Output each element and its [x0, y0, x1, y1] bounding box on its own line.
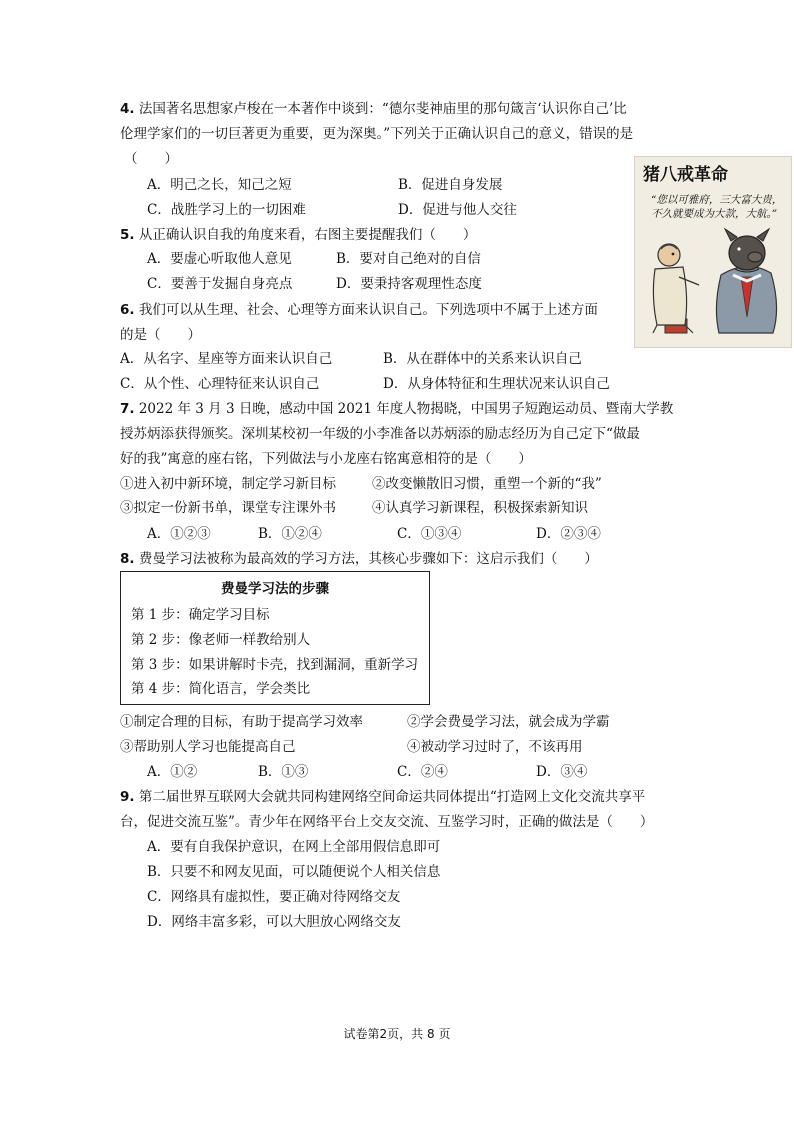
q4-option-a[interactable]: A．明己之长，知己之短: [147, 177, 292, 193]
q4-stem-line1: 4. 法国著名思想家卢梭在一本著作中谈到：“德尔斐神庙里的那句箴言‘认识你自己’比: [120, 101, 627, 117]
q6-stem-line2: 的是（ ）: [120, 327, 201, 343]
q7-item-1: ①进入初中新环境，制定学习新目标: [120, 476, 336, 492]
cartoon-title: 猪八戒革命: [643, 165, 728, 185]
feynman-step-3: 第 3 步：如果讲解时卡壳，找到漏洞，重新学习: [131, 657, 419, 673]
q7-option-a[interactable]: A．①②③: [147, 526, 211, 542]
q9-stem-line2: 台，促进交流互鉴”。青少年在网络平台上交友交流、互鉴学习时，正确的做法是（ ）: [120, 814, 654, 830]
q8-item-4: ④被动学习过时了，不该再用: [407, 739, 583, 755]
q4-option-c[interactable]: C．战胜学习上的一切困难: [147, 202, 306, 218]
feynman-step-4: 第 4 步：简化语言，学会类比: [131, 681, 311, 697]
q7-item-3: ③拟定一份新书单，课堂专注课外书: [120, 500, 336, 516]
q8-option-d[interactable]: D．③④: [536, 764, 588, 780]
q6-option-c[interactable]: C．从个性、心理特征来认识自己: [120, 376, 320, 392]
q6-number: 6.: [120, 302, 135, 318]
q7-option-d[interactable]: D．②③④: [536, 526, 601, 542]
cartoon-drawing: [635, 157, 792, 348]
page-footer: 试卷第2页，共 8 页: [343, 1027, 451, 1041]
q9-option-b[interactable]: B．只要不和网友见面，可以随便说个人相关信息: [147, 864, 441, 880]
q8-item-3: ③帮助别人学习也能提高自己: [120, 739, 296, 755]
feynman-steps-title: 费曼学习法的步骤: [221, 581, 329, 597]
q8-item-1: ①制定合理的目标，有助于提高学习效率: [120, 714, 363, 730]
q5-option-c[interactable]: C．要善于发掘自身亮点: [147, 276, 293, 292]
q5-number: 5.: [120, 227, 135, 243]
q5-option-b[interactable]: B．要对自己绝对的自信: [336, 251, 481, 267]
q6-stem-line1: 6. 我们可以从生理、社会、心理等方面来认识自己。下列选项中不属于上述方面: [120, 302, 598, 318]
q8-option-a[interactable]: A．①②: [147, 764, 198, 780]
q8-number: 8.: [120, 551, 135, 567]
q4-answer-blank: （ ）: [124, 151, 178, 167]
q8-stem: 8. 费曼学习法被称为最高效的学习方法，其核心步骤如下：这启示我们（ ）: [120, 551, 598, 567]
q5-option-a[interactable]: A．要虚心听取他人意见: [147, 251, 292, 267]
feynman-steps-box: [120, 571, 430, 705]
cartoon-caption: “您以可雅府，三大富大贵，不久就要成为大款，大航。”: [651, 194, 783, 220]
q7-option-c[interactable]: C．①③④: [397, 526, 462, 542]
q7-stem-line3: 好的我”寓意的座右铭，下列做法与小龙座右铭寓意相符的是（ ）: [120, 451, 532, 467]
q5-option-d[interactable]: D．要秉持客观理性态度: [336, 276, 482, 292]
q7-number: 7.: [120, 401, 135, 417]
q9-stem-line1: 9. 第二届世界互联网大会就共同构建网络空间命运共同体提出“打造网上文化交流共享平: [120, 789, 646, 805]
cartoon-image: [634, 156, 792, 348]
q9-option-d[interactable]: D．网络丰富多彩，可以大胆放心网络交友: [147, 914, 401, 930]
q4-number: 4.: [120, 101, 135, 117]
q9-option-c[interactable]: C．网络具有虚拟性，要正确对待网络交友: [147, 889, 401, 905]
q4-stem-line2: 伦理学家们的一切巨著更为重要，更为深奥。”下列关于正确认识自己的意义，错误的是: [120, 126, 634, 142]
q7-item-2: ②改变懒散旧习惯，重塑一个新的“我”: [372, 476, 602, 492]
q8-option-c[interactable]: C．②④: [397, 764, 448, 780]
q7-item-4: ④认真学习新课程，积极探索新知识: [372, 500, 588, 516]
q4-option-b[interactable]: B．促进自身发展: [398, 177, 503, 193]
q7-option-b[interactable]: B．①②④: [258, 526, 322, 542]
q6-option-a[interactable]: A．从名字、星座等方面来认识自己: [120, 351, 333, 367]
q6-option-d[interactable]: D．从身体特征和生理状况来认识自己: [383, 376, 610, 392]
q5-stem: 5. 从正确认识自我的角度来看，右图主要提醒我们（ ）: [120, 227, 477, 243]
q7-stem-line2: 授苏炳添获得颁奖。深圳某校初一年级的小李准备以苏炳添的励志经历为自己定下“做最: [120, 426, 640, 442]
q4-option-d[interactable]: D．促进与他人交往: [398, 202, 517, 218]
feynman-step-2: 第 2 步：像老师一样教给别人: [131, 632, 311, 648]
q7-stem-line1: 7. 2022 年 3 月 3 日晚，感动中国 2021 年度人物揭晓，中国男子短跑运动员、暨南大学教: [120, 401, 674, 417]
q8-option-b[interactable]: B．①③: [258, 764, 309, 780]
feynman-step-1: 第 1 步：确定学习目标: [131, 607, 270, 623]
q8-item-2: ②学会费曼学习法，就会成为学霸: [407, 714, 610, 730]
q6-option-b[interactable]: B．从在群体中的关系来认识自己: [383, 351, 582, 367]
q9-number: 9.: [120, 789, 135, 805]
q9-option-a[interactable]: A．要有自我保护意识，在网上全部用假信息即可: [147, 839, 441, 855]
